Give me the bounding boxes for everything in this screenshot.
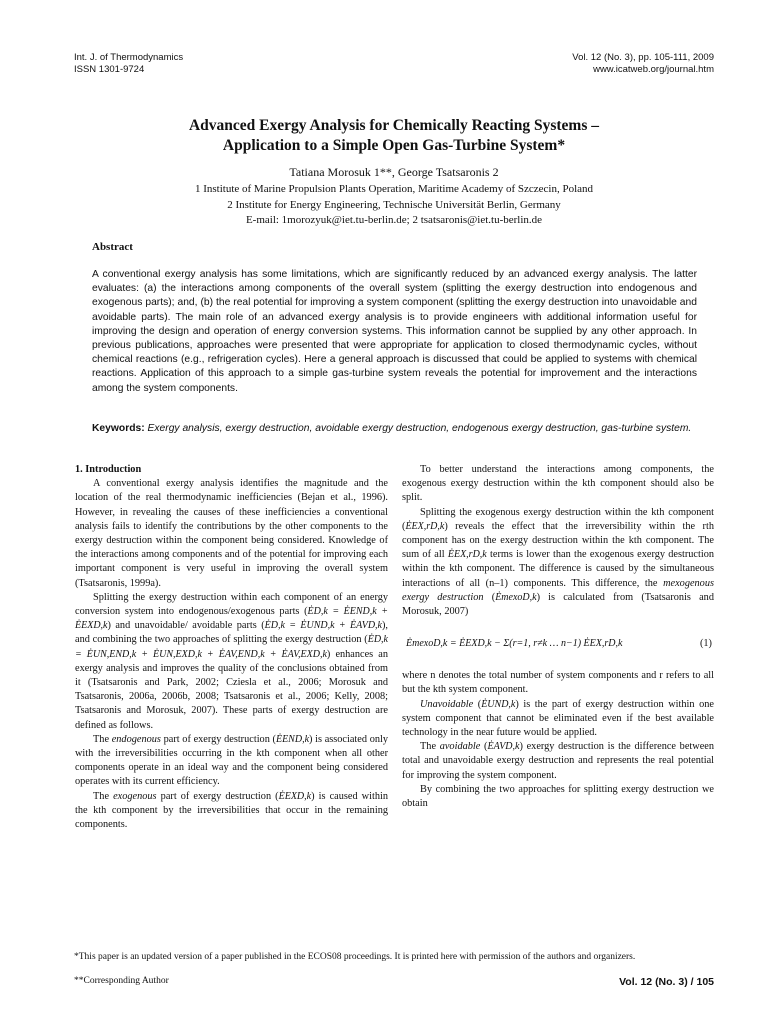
keywords-label: Keywords: <box>92 423 145 434</box>
affiliation-2: 2 Institute for Energy Engineering, Technische Universität Berlin, Germany <box>227 199 561 211</box>
equation-split-un-av: ĖD,k = ĖUND,k + ĖAVD,k <box>264 620 382 632</box>
right-column <box>402 463 714 811</box>
keywords <box>92 422 697 436</box>
equation-split-combined: ĖD,k = ĖUN,END,k + ĖUN,EXD,k + ĖAV,END,k + ĖAV,EXD,k <box>75 634 388 660</box>
right-paragraph-4: Unavoidable (ĖUND,k) is the part of exergy destruction within one system component that cannot be eliminated even if the best available technology in the near future would be applied. <box>402 698 714 739</box>
left-column <box>75 463 388 832</box>
intro-paragraph-4: The exogenous part of exergy destruction (ĖEXD,k) is caused within the kth component by the irreversibilities that occur in the remaining components. <box>75 790 388 831</box>
title-line-2: Application to a Simple Open Gas-Turbine System* <box>222 137 566 154</box>
journal-header-left <box>74 52 183 75</box>
corresponding-author-note: **Corresponding Author <box>74 976 169 986</box>
equation-1-number: (1) <box>699 638 712 650</box>
equation-1 <box>402 621 714 667</box>
keywords-text: Exergy analysis, exergy destruction, avoidable exergy destruction, endogenous exergy destruction, gas-turbine system. <box>147 423 692 434</box>
email-line: E-mail: 1morozyuk@iet.tu-berlin.de; 2 tsatsaronis@iet.tu-berlin.de <box>245 214 543 226</box>
right-paragraph-6: By combining the two approaches for splitting exergy destruction we obtain <box>402 783 714 810</box>
footnote: *This paper is an updated version of a paper published in the ECOS08 proceedings. It is printed here with permission of the authors and organizers. <box>74 952 636 962</box>
authors: Tatiana Morosuk 1**, George Tsatsaronis 2 <box>289 165 499 179</box>
intro-paragraph-2: Splitting the exergy destruction within each component of an energy conversion system into endogenous/exogenous parts (ĖD,k = ĖEND,k + ĖEXD,k) and unavoidable/ avoidable parts (ĖD,k = ĖUND,k + ĖAVD,k), and combining the two approaches of splitting the exergy destruction (ĖD,k = ĖUN,END,k + ĖUN,EXD,k + ĖAV,END,k + ĖAV,EXD,k) enhances an exergy analysis and improves the quality of the conclusions obtained from it (Tsatsaronis and Park, 2002; Cziesla et al., 2006; Morosuk and Tsatsaronis, 2006a, 2006b, 2008; Tsatsaronis et al., 2006; Kelly, 2008; Tsatsaronis and Morosuk, 2007). These parts of exergy destruction are defined as follows. <box>75 591 389 731</box>
right-paragraph-3: where n denotes the total number of system components and r refers to all but the kth system component. <box>402 670 714 696</box>
paper-title <box>74 116 714 156</box>
abstract-body: A conventional exergy analysis has some limitations, which are significantly reduced by an advanced exergy analysis. The latter evaluates: (a) the interactions among components of the overall system (splitting the exergy destruction into endogenous and exogenous parts); and, (b) the real potential for improving a system component (splitting the exergy destruction into unavoidable and avoidable parts). The main role of an advanced exergy analysis is to provide engineers with additional information useful for improving the design and operation of energy conversion systems. This information cannot be supplied by any other approach. In previous publications, approaches were presented that were appropriate for application to closed thermodynamic cycles, without chemical reactions (e.g., refrigeration cycles). Here a general approach is discussed that could be applied to systems with chemical reactions. Application of this approach to a simple gas-turbine system reveals the potential for improvement and the interactions among the system components. <box>92 269 697 394</box>
intro-paragraph-3: The endogenous part of exergy destruction (ĖEND,k) is associated only with the irreversibilities occurring in the kth component when all other components operate in an ideal way and the component being considered operates with its current efficiency. <box>75 733 389 788</box>
equation-split-endo-exo: ĖD,k = ĖEND,k + ĖEXD,k <box>75 606 389 632</box>
page-reference: Vol. 12 (No. 3) / 105 <box>619 976 714 988</box>
section-heading: 1. Introduction <box>75 464 142 475</box>
abstract-heading: Abstract <box>92 241 133 253</box>
journal-url: www.icatweb.org/journal.htm <box>593 63 714 75</box>
journal-name: Int. J. of Thermodynamics <box>74 52 184 63</box>
right-paragraph-5: The avoidable (ĖAVD,k) exergy destruction is the difference between total and unavoidable exergy destruction and represents the real potential for improving the system component. <box>402 741 714 781</box>
issn: ISSN 1301-9724 <box>74 63 145 75</box>
affiliation-1: 1 Institute of Marine Propulsion Plants Operation, Maritime Academy of Szczecin, Poland <box>194 183 594 195</box>
title-line-1: Advanced Exergy Analysis for Chemically Reacting Systems – <box>188 117 600 134</box>
intro-paragraph-1: A conventional exergy analysis identifies the magnitude and the location of the real thermodynamic inefficiencies (Bejan et al., 1996). However, in revealing the causes of these inefficiencies a conventional analysis fails to identify the contributions by the other components to the exergy destruction within the component being considered. Knowledge of the interactions among components and of the potential for improving each important component is very useful in improving the overall system (Tsatsaronis, 1999a). <box>75 478 388 589</box>
right-paragraph-1: To better understand the interactions among components, the exogenous exergy destruction within the kth component should also be split. <box>402 464 714 504</box>
equation-1-expression: ĖmexoD,k = ĖEXD,k − Σ(r=1, r≠k … n−1) ĖEX,rD,k <box>406 638 623 650</box>
right-paragraph-2: Splitting the exogenous exergy destruction within the kth component (ĖEX,rD,k) reveals the effect that the irreversibility within the rth component has on the exergy destruction within the kth component. The sum of all ĖEX,rD,k terms is lower than the exogenous exergy destruction within the kth component. The difference is caused by the simultaneous interactions of all (n–1) components. This difference, the mexogenous exergy destruction (ĖmexoD,k) is calculated from (Tsatsaronis and Morosuk, 2007) <box>402 506 715 618</box>
journal-header-right <box>572 52 714 75</box>
volume-info: Vol. 12 (No. 3), pp. 105-111, 2009 <box>572 52 714 63</box>
